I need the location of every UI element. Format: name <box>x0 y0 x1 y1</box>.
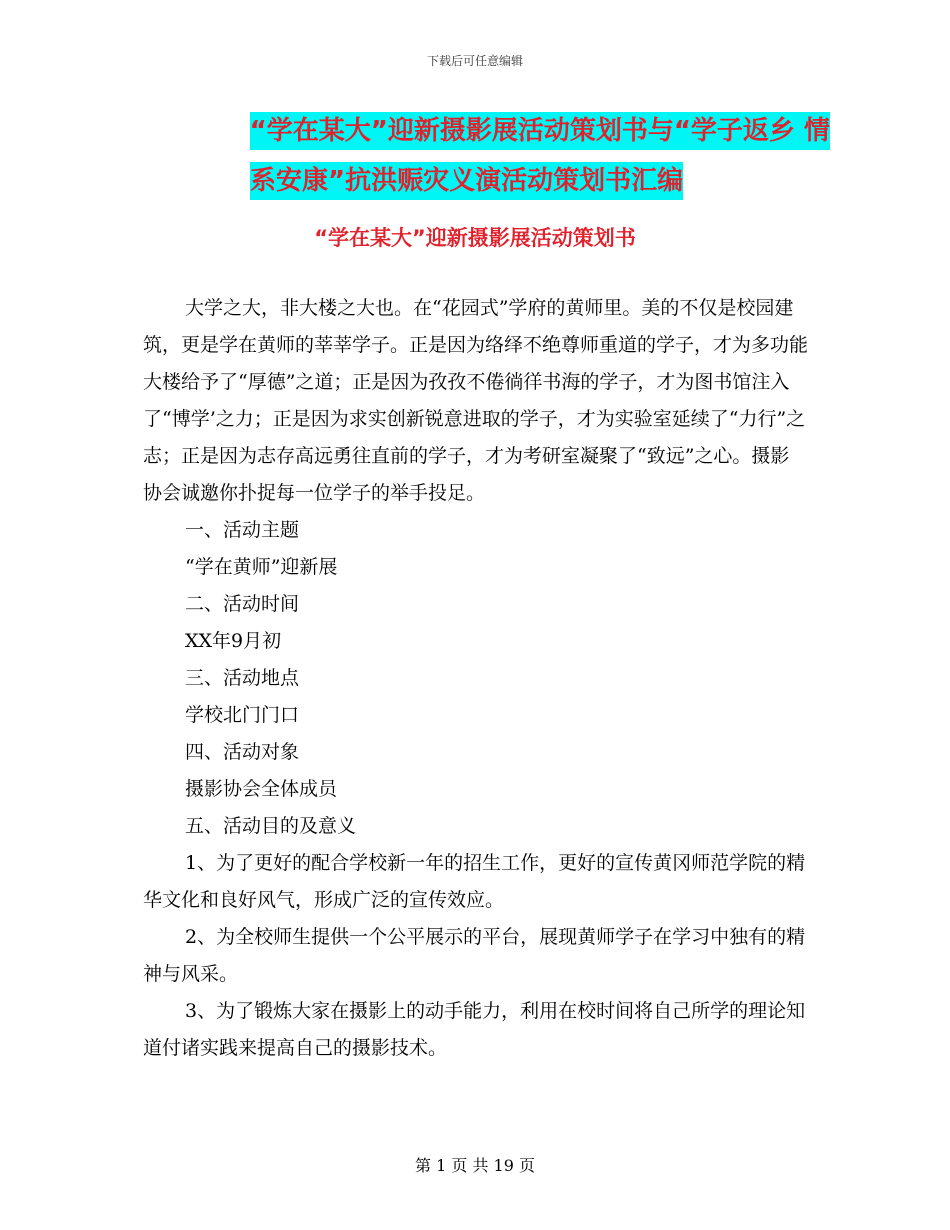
heading-purpose: 五、活动目的及意义 <box>185 815 357 837</box>
document-title <box>120 106 830 206</box>
heading-theme: 一、活动主题 <box>185 519 300 541</box>
theme-value: “学在黄师”迎新展 <box>185 556 338 578</box>
time-value: XX年9月初 <box>185 630 282 652</box>
purpose-item-1: 1、为了更好的配合学校新一年的招生工作，更好的宣传黄冈师范学院的精华文化和良好风气，形成广泛的宣传效应。 <box>143 852 806 911</box>
heading-location: 三、活动地点 <box>185 667 300 689</box>
audience-value: 摄影协会全体成员 <box>185 778 338 800</box>
section-title: “学在某大”迎新摄影展活动策划书 <box>314 226 636 250</box>
page-footer: 第 1 页 共 19 页 <box>415 1156 535 1175</box>
title-line-1: “学在某大”迎新摄影展活动策划书与“学子返乡 情 <box>250 112 830 150</box>
purpose-item-3: 3、为了锻炼大家在摄影上的动手能力，利用在校时间将自己所学的理论知道付诸实践来提高自己的摄影技术。 <box>143 1000 806 1059</box>
header-note: 下载后可任意编辑 <box>426 54 523 68</box>
document-body <box>143 290 808 1067</box>
intro-paragraph: 大学之大，非大楼之大也。在“花园式”学府的黄师里。美的不仅是校园建筑，更是学在黄师的莘莘学子。正是因为络绎不绝尊师重道的学子，才为多功能大楼给予了“厚德”之道；正是因为孜孜不倦徜徉书海的学子，才为图书馆注入了“博学’之力；正是因为求实创新锐意进取的学子，才为实验室延续了“力行”之志；正是因为志存高远勇往直前的学子，才为考研室凝聚了“致远”之心。摄影协会诚邀你扑捉每一位学子的举手投足。 <box>143 297 809 504</box>
title-line-2: 系安康”抗洪赈灾义演活动策划书汇编 <box>250 162 683 200</box>
heading-time: 二、活动时间 <box>185 593 300 615</box>
purpose-item-2: 2、为全校师生提供一个公平展示的平台，展现黄师学子在学习中独有的精神与风采。 <box>143 926 806 985</box>
location-value: 学校北门门口 <box>185 704 300 726</box>
heading-audience: 四、活动对象 <box>185 741 300 763</box>
